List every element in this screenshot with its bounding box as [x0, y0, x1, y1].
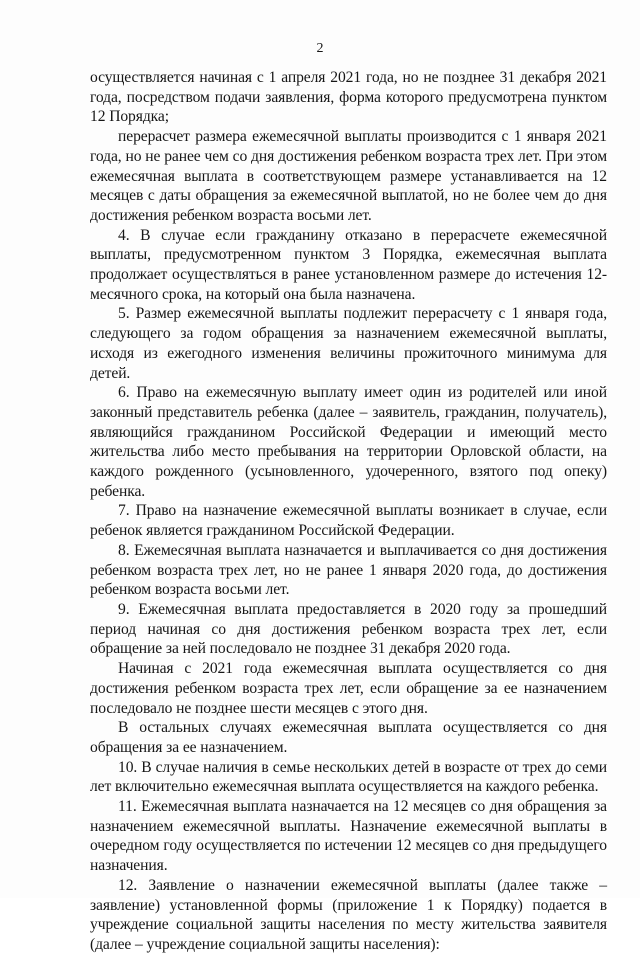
paragraph-item-8: 8. Ежемесячная выплата назначается и выплачивается со дня достижения ребенком возраста трех лет, но не ранее 1 января 2020 года, до достижения ребенком возраста восьми лет. — [90, 541, 607, 599]
paragraph-item-9-continued: Начиная с 2021 года ежемесячная выплата осуществляется со дня достижения ребенком возраста трех лет, если обращение за ее назначением последовало не позднее шести месяцев с этого дня. — [90, 660, 607, 717]
paragraph-item-9-other-cases: В остальных случаях ежемесячная выплата осуществляется со дня обращения за ее назначением. — [90, 719, 607, 756]
paragraph-item-11: 11. Ежемесячная выплата назначается на 12 месяцев со дня обращения за назначением ежемесячной выплаты. Назначение ежемесячной выплаты в очередном году осуществляется по истечении 12 месяцев со дня предыдущего назначения. — [90, 798, 607, 875]
paragraph-item-4: 4. В случае если гражданину отказано в перерасчете ежемесячной выплаты, предусмотренном пунктом 3 Порядка, ежемесячная выплата продолжает осуществляться в ранее установленном размере до истечения 12-месячного срока, на который она была назначена. — [90, 226, 607, 303]
paragraph-item-7: 7. Право на назначение ежемесячной выплаты возникает в случае, если ребенок является гражданином Российской Федерации. — [90, 502, 607, 540]
paragraph-1: осуществляется начиная с 1 апреля 2021 года, но не позднее 31 декабря 2021 года, посредством подачи заявления, форма которого предусмотрена пунктом 12 Порядка; — [90, 69, 607, 126]
paragraph-item-10: 10. В случае наличия в семье нескольких детей в возрасте от трех до семи лет включительно ежемесячная выплата осуществляется на каждого ребенка. — [90, 758, 607, 796]
paragraph-2: перерасчет размера ежемесячной выплаты производится с 1 января 2021 года, но не ранее чем со дня достижения ребенком возраста трех лет. При этом ежемесячная выплата в соответствующем размере устанавливается на 12 месяцев с даты обращения за ежемесячной выплатой, но не более чем до дня достижения ребенком возраста восьми лет. — [90, 128, 607, 224]
paragraph-item-9: 9. Ежемесячная выплата предоставляется в 2020 году за прошедший период начиная со дня достижения ребенком возраста трех лет, если обращение за ней последовало не позднее 31 декабря 2020 года. — [90, 600, 607, 658]
page-number: 2 — [316, 41, 324, 56]
paragraph-item-12: 12. Заявление о назначении ежемесячной выплаты (далее также – заявление) установленной формы (приложение 1 к Порядку) подается в учреждение социальной защиты населения по месту жительства заявителя (далее – учреждение социальной защиты населения): — [90, 876, 607, 953]
document-body — [90, 68, 607, 955]
paragraph-item-5: 5. Размер ежемесячной выплаты подлежит перерасчету с 1 января года, следующего за годом обращения за назначением ежемесячной выплаты, исходя из ежегодного изменения величины прожиточного минимума для детей. — [90, 305, 607, 382]
paragraph-item-6: 6. Право на ежемесячную выплату имеет один из родителей или иной законный представитель ребенка (далее – заявитель, гражданин, получатель), являющийся гражданином Российской Федерации и имеющий место жительства либо место пребывания на территории Орловской области, на каждого рожденного (усыновленного, удочеренного, взятого под опеку) ребенка. — [90, 384, 607, 500]
